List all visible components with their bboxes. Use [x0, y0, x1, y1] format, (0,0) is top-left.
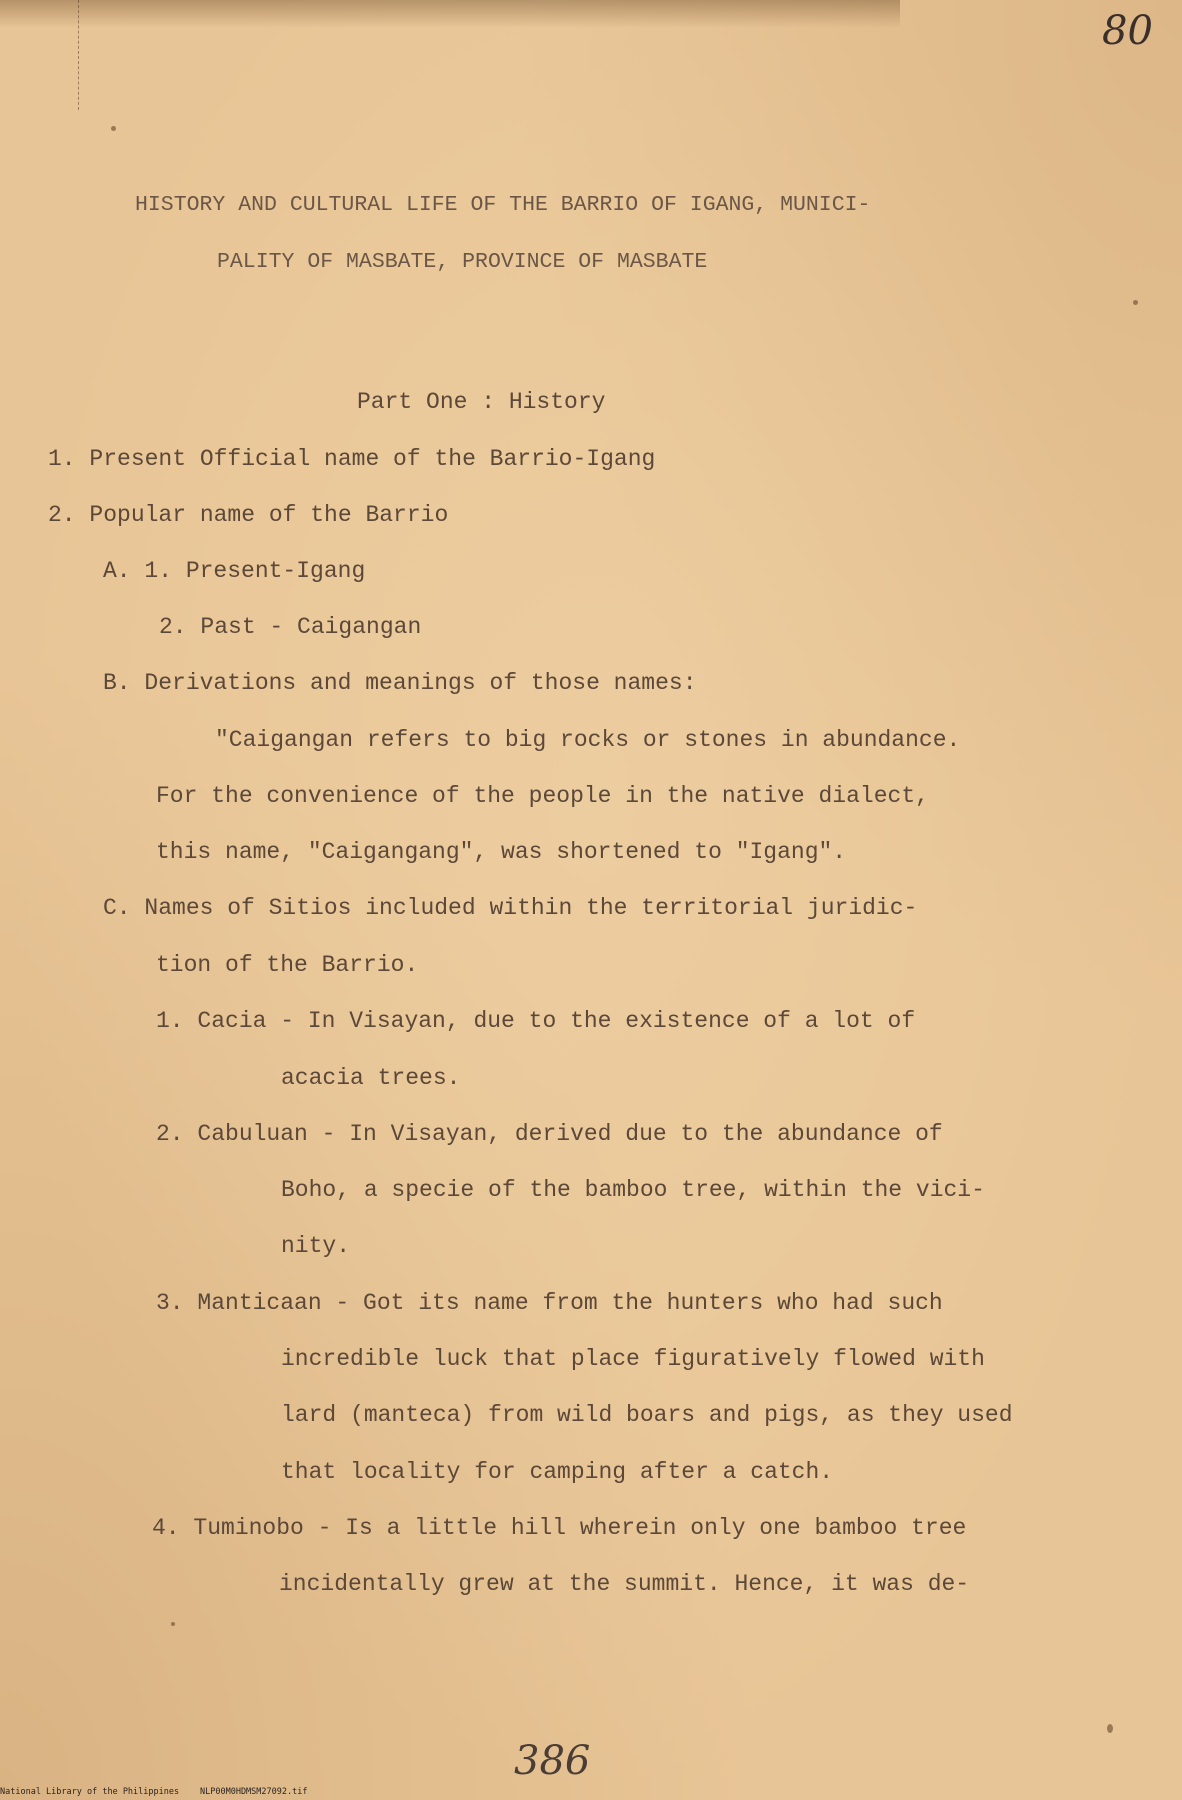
sitio-manticaan-continued: that locality for camping after a catch. [281, 1459, 834, 1485]
margin-mark [78, 0, 80, 110]
folio-number: 386 [514, 1738, 591, 1784]
derivation-line: "Caigangan refers to big rocks or stones in abundance. [215, 727, 961, 753]
page-number: 80 [1102, 8, 1153, 54]
derivations-heading: B. Derivations and meanings of those names: [103, 670, 697, 696]
item-popular-name: 2. Popular name of the Barrio [48, 502, 449, 528]
archive-code: NLP00M0HDMSM27092.tif [200, 1787, 308, 1797]
paper-spot [111, 126, 116, 131]
sitio-manticaan-continued: lard (manteca) from wild boars and pigs, as they used [281, 1402, 1013, 1428]
sitio-cabuluan-continued: Boho, a specie of the bamboo tree, within the vici- [281, 1177, 985, 1203]
sitio-tuminobo: 4. Tuminobo - Is a little hill wherein only one bamboo tree [152, 1515, 967, 1541]
sitio-cacia: 1. Cacia - In Visayan, due to the existence of a lot of [156, 1008, 916, 1034]
name-present: A. 1. Present-Igang [103, 558, 366, 584]
item-official-name: 1. Present Official name of the Barrio-Igang [48, 446, 656, 472]
part-heading: Part One : History [357, 389, 606, 415]
paper-spot [1133, 300, 1138, 305]
document-title-line-1: HISTORY AND CULTURAL LIFE OF THE BARRIO OF IGANG, MUNICI- [135, 193, 871, 217]
derivation-line: For the convenience of the people in the native dialect, [156, 783, 929, 809]
sitio-manticaan-continued: incredible luck that place figuratively flowed with [281, 1346, 985, 1372]
sitios-heading-continued: tion of the Barrio. [156, 952, 419, 978]
archive-label: National Library of the Philippines [0, 1787, 180, 1797]
paper-stain [0, 0, 900, 28]
derivation-line: this name, "Caigangang", was shortened to "Igang". [156, 839, 847, 865]
document-title-line-2: PALITY OF MASBATE, PROVINCE OF MASBATE [217, 250, 708, 274]
sitio-manticaan: 3. Manticaan - Got its name from the hunters who had such [156, 1290, 943, 1316]
paper-spot [171, 1622, 175, 1626]
sitios-heading: C. Names of Sitios included within the territorial juridic- [103, 895, 918, 921]
name-past: 2. Past - Caigangan [159, 614, 422, 640]
sitio-cabuluan-continued: nity. [281, 1233, 351, 1259]
paper-spot [1107, 1724, 1113, 1733]
sitio-cabuluan: 2. Cabuluan - In Visayan, derived due to the abundance of [156, 1121, 943, 1147]
sitio-tuminobo-continued: incidentally grew at the summit. Hence, it was de- [279, 1571, 970, 1597]
sitio-cacia-continued: acacia trees. [281, 1065, 461, 1091]
